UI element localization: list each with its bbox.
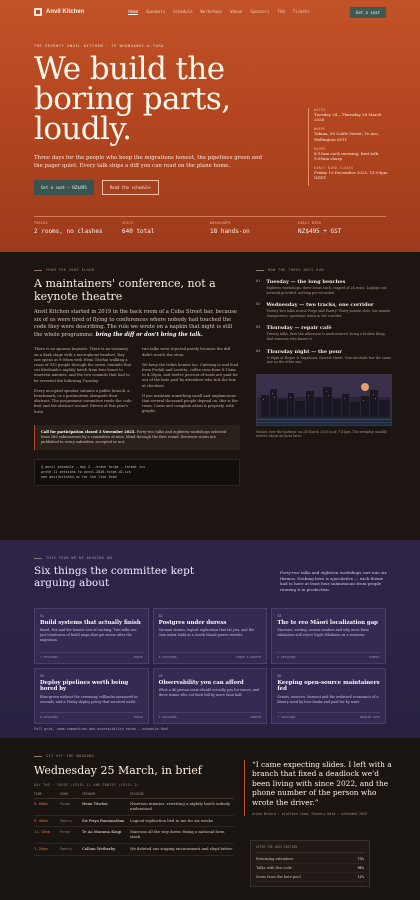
table-row[interactable] [34, 815, 234, 827]
after-stat-value: 12% [357, 875, 364, 879]
card-room: PANTRY [250, 715, 262, 719]
day-desc: Twenty-two talks across Forge and Pantry. Thirty-minute slots, ten-minute changeovers, questions taken in the corridor. [266, 309, 391, 318]
hero-section [0, 0, 420, 252]
stat-label: SEATS [122, 221, 134, 225]
paragraph: If you maintain something small and unglamorous that several thousand people depend on, this is the room. Come and complain about it properly, with graphs. [142, 393, 238, 414]
row-speaker: Hemi Tāwhai [82, 799, 130, 816]
card-desc: Grants, invoices, burnout and the awkward economics of a library used by four banks and paid for by none. [277, 694, 379, 704]
paragraph: two talks were rejected purely because the diff didn't match the story. [142, 347, 231, 357]
topics-section [0, 540, 420, 738]
card-sessions: 9 SESSIONS [158, 655, 177, 659]
testimonial-quote [244, 760, 392, 816]
card-number: 01 [40, 614, 44, 618]
day-title: Wednesday — two tracks, one corridor [266, 302, 374, 309]
card-title: The te reo Māori localization gap [277, 620, 378, 626]
day-item [256, 349, 392, 365]
skyline-caption: Sunset over the harbour on 24 March 2026 is at 7:41pm. The wrokdsy usually arrives about an hour later. [256, 429, 387, 439]
skyline-svg [257, 375, 392, 426]
topic-card[interactable] [34, 608, 149, 664]
nav-links [128, 9, 309, 15]
hero-subtitle: Three days for the people who keep the migrations honest, the pipelines green and the pager quiet. Every talk ships a diff you can read on the plane home. [34, 155, 262, 169]
topics-intro: Forty-two talks and eighteen workshops sort into six themes. Nothing here is speculative — each theme had to have at least four submissions from people running it in production. [280, 570, 387, 592]
topic-card[interactable] [271, 668, 386, 724]
fact-value: 8:15am each morning, first talk 9:00am sharp [314, 150, 379, 162]
col-header-session: SESSION [130, 790, 234, 799]
stat-label: EARLY BIRD [298, 221, 322, 225]
card-number: 03 [277, 614, 282, 618]
after-stat-label: Talks with live code [256, 866, 292, 870]
card-title: Deploy pipelines worth being bored by [40, 680, 129, 693]
card-desc: Macrons, sorting, screen readers and why most form validators still reject Ngāti Whakaue as a surname. [277, 628, 369, 638]
nav-link-faq[interactable]: FAQ [277, 9, 285, 14]
days-eyebrow: HOW THE THREE DAYS RUN [256, 268, 392, 272]
nav-link-schedule[interactable]: Schedule [173, 9, 193, 14]
get-seat-button[interactable]: Get a seat — NZ$495 [34, 180, 94, 195]
row-session: We deleted our staging environment and slept better [130, 843, 234, 855]
brand-name: Anvil Kitchen [46, 9, 85, 15]
nav-link-sponsors[interactable]: Sponsors [250, 9, 270, 14]
lede-emphasis: bring the diff or don't bring the talk. [95, 331, 203, 338]
row-speaker: Sir Priya Ramanathan [82, 815, 130, 827]
day-desc: 6:30pm at Rogue & Vagabond, Garrett Street. Non-alcoholic bar the same size as the other one. [266, 355, 391, 365]
quote-text: “I came expecting slides. I left with a branch that fixed a deadlock we'd been living with since 2022, and the phone number of the person who wrote the driver.” [252, 760, 392, 807]
about-section [0, 252, 420, 540]
row-time: 11.10am [34, 827, 60, 844]
stat-value: 18 hands-on [210, 228, 250, 235]
day-item [256, 302, 392, 318]
hero-stats [34, 216, 386, 235]
table-row[interactable] [34, 843, 234, 855]
card-sessions: 8 SESSIONS [40, 715, 59, 719]
topics-title: Six things the committee kept arguing about [34, 565, 195, 589]
row-room: Forge [60, 799, 82, 816]
fact-value: Tuesday 24 – Thursday 26 March 2026 [314, 112, 382, 123]
card-room: FORGE & PANTRY [236, 655, 262, 659]
col-header-speaker: SPEAKER [82, 790, 130, 799]
schedule-link[interactable]: Full grid, room capacities and accessibility notes — schedule.html [34, 727, 169, 731]
after-stat-row [256, 873, 364, 882]
schedule-title: Wednesday 25 March, in brief [34, 764, 202, 777]
card-number: 04 [40, 674, 44, 678]
row-time: 9.00am [34, 799, 60, 816]
after-stat-label: Returning attendees [256, 857, 294, 861]
day-number: 03 [256, 325, 261, 330]
code-line: $ anvil schedule --day 2 --track forge --format ics [41, 464, 146, 469]
card-desc: Vacuum stories, logical replication that bit you, and the 3am index build at a South Island power retailer. [158, 628, 255, 638]
card-room: FORGE [133, 715, 143, 719]
table-row[interactable] [34, 827, 234, 844]
code-line: wrote 11 sessions to anvil-2026-forge-d2.ics [41, 469, 131, 474]
stat-label: TRACKS [34, 221, 48, 225]
card-room: FORGE [133, 655, 143, 659]
harbour-skyline-illustration [256, 374, 392, 426]
day-number: 02 [256, 302, 261, 307]
card-desc: Bazel, Nix and the honest cost of caching. Two talks are just teardowns of build maps that got worse after the migration. [40, 628, 137, 642]
col-header-room: ROOM [60, 790, 82, 799]
fact-label: DATES [314, 108, 326, 112]
day-number: 01 [256, 279, 261, 283]
card-room: REPAIR CAFÉ [360, 715, 380, 719]
paragraph: There is no sponsor keynote. There is no visionary on a dark stage with a microphone headset. Day one opens at 9:00am with Hemi Tāwhai walking a room of 320 people through the seven commits that cut Kiwibank's nightly batch from four hours to nineteen minutes, and the two commits that had to be reverted the following Tuesday. [34, 347, 132, 383]
topic-card[interactable] [271, 608, 386, 664]
row-room: Pantry [60, 815, 82, 827]
about-column-1 [34, 347, 132, 419]
about-title: A maintainers' conference, not a keynote theatre [34, 277, 216, 303]
schedule-meta: DAY TWO · FORGE (LEVEL 1) AND PANTRY (LEVEL 2) [34, 783, 140, 787]
paragraph: We keep the ticket honest too. Catering is real food from Prefab and Loretta, coffee runs from 8:15am to 4:30pm, and twelve percent of seats are paid for out of the kete pool by attendees who tick the box at checkout. [142, 362, 239, 388]
callout-text: Forty-two talks and eighteen workshops selected from 386 submissions by a committee of nine, blind through the first round. Reviewer notes are published to every submitter, accepted or not. [41, 429, 227, 444]
cfp-callout [34, 425, 240, 450]
schedule-eyebrow: SIX OFF THE WAGGONS [34, 754, 386, 758]
topic-card[interactable] [153, 608, 268, 664]
card-desc: Blue-green without the ceremony, rollbacks measured in seconds, and a Friday deploy policy that survived audit. [40, 694, 138, 704]
fact-value: Takina, 50 Cable Street, Te Aro, Wellington 6011 [314, 131, 379, 142]
card-room: PANTRY [369, 655, 380, 659]
day-item [256, 325, 392, 341]
stat-value: 2 rooms, no clashes [34, 228, 103, 235]
nav-link-speakers[interactable]: Speakers [145, 9, 166, 14]
schedule-table [34, 790, 234, 856]
nav-link-venue[interactable]: Venue [230, 9, 243, 14]
card-number: 06 [277, 674, 282, 678]
about-lede [34, 309, 240, 339]
fact-label: WHERE [314, 127, 326, 132]
nav-link-tickets[interactable]: Tickets [292, 9, 310, 14]
card-sessions: 6 SESSIONS [158, 715, 177, 719]
col-header-time: TIME [34, 790, 60, 799]
topics-eyebrow: THIS YEAR WE'RE ARGUING ON [34, 556, 386, 560]
after-stats-panel [250, 840, 370, 887]
row-speaker: Callum Wetherby [82, 843, 130, 855]
fact-label: DOORS [314, 146, 326, 151]
row-time: 1.20pm [34, 843, 60, 855]
card-title: Keeping open-source maintainers fed [277, 680, 380, 693]
lede-text: Anvil Kitchen started in 2019 in the back room of a Cuba Street bar, because six of us were tired of flying to conferences where nobody had touched the code they were describing. The rule we wrote on a napkin that night is still the whole programme: [34, 309, 237, 338]
hero-eyebrow: THE SEVENTY ANVIL KITCHEN · TE WHANGANUI-A-TARA [34, 44, 164, 48]
after-stats-heading: AFTER THE 2025 EDITION [256, 845, 364, 853]
schedule-section [0, 738, 420, 900]
paragraph: Every accepted speaker submits a public branch, a benchmark, or a postmortem alongside their abstract. The programme committee reads the code first and the abstract second. Eleven of this year's forty- [34, 388, 132, 414]
card-sessions: 7 SESSIONS [277, 715, 296, 719]
nav-link-home[interactable]: Home [128, 9, 138, 14]
stat-value: 640 total [122, 228, 155, 235]
anvil-icon [34, 8, 42, 16]
stat-label: WORKSHOPS [210, 221, 231, 225]
hero-facts [308, 108, 392, 186]
card-title: Postgres under duress [158, 620, 227, 626]
after-stat-value: 73% [357, 857, 364, 861]
days-panel [256, 268, 392, 439]
topic-card[interactable] [34, 668, 149, 724]
get-seat-nav-button[interactable]: Get a seat [350, 7, 386, 18]
fact-label: EARLY BIRD CLOSES [314, 166, 354, 171]
top-nav [0, 0, 420, 24]
after-stat-row [256, 855, 364, 864]
day-desc: Twenty talks, then the afternoon is unstructured: bring a broken thing, find someone who knows it. [266, 332, 386, 341]
topic-card[interactable] [153, 668, 268, 724]
about-column-2 [142, 347, 240, 419]
row-speaker: Te Ao Marama Kingi [82, 827, 130, 844]
after-stat-value: 96% [357, 866, 364, 870]
row-session: Nineteen minutes: rewriting a nightly batch nobody understood [130, 799, 234, 816]
stat-value: NZ$495 + GST [298, 228, 342, 235]
row-session: Logical replication lied to me for six weeks [130, 815, 234, 827]
row-session: Macrons all the way down: fixing a national form stack [130, 827, 234, 844]
day-title: Tuesday — the long benches [266, 279, 346, 285]
row-time: 9.40am [34, 815, 60, 827]
row-room: Pantry [60, 843, 82, 855]
after-stat-label: Seats from the kete pool [256, 875, 301, 879]
card-title: Build systems that actually finish [40, 620, 141, 626]
card-number: 02 [158, 614, 163, 618]
card-title: Observability you can afford [158, 680, 244, 686]
card-sessions: 7 SESSIONS [40, 655, 59, 659]
quote-attribution: Aroha Nikora · platform lead, Foundry Data · attended 2025 [252, 812, 368, 817]
topics-grid [34, 608, 386, 724]
day-title: Thursday night — the pour [266, 348, 342, 355]
read-schedule-button[interactable]: Read the schedule [102, 180, 159, 195]
after-stat-row [256, 864, 364, 873]
hero-title: We build the boring parts, loudly. [34, 51, 231, 147]
card-number: 05 [158, 674, 163, 678]
code-block [34, 459, 240, 486]
table-row[interactable] [34, 799, 234, 816]
callout-heading: Call for participation closed 3 November 2025. [41, 429, 136, 434]
card-desc: What a 40-person team should actually pay for traces, and three teams who cut their bill by more than half. [158, 688, 260, 698]
card-sessions: 5 SESSIONS [277, 655, 296, 659]
brand-logo[interactable] [34, 8, 84, 16]
about-eyebrow: FROM THE CODE FLOOR [34, 268, 240, 272]
day-title: Thursday — repair café [266, 325, 332, 332]
code-line: see anvilkitchen.nz for the live feed [41, 474, 117, 479]
fact-value: Friday 19 December 2025, 11:59pm NZDT [314, 170, 388, 181]
day-desc: Eighteen workshops, three hours each, capped at 24 seats. Laptops out, network provided, nothing pre-recorded. [266, 286, 388, 295]
day-item [256, 279, 392, 295]
day-number: 04 [256, 348, 261, 353]
row-room: Forge [60, 827, 82, 844]
nav-link-workshops[interactable]: Workshops [200, 9, 223, 14]
